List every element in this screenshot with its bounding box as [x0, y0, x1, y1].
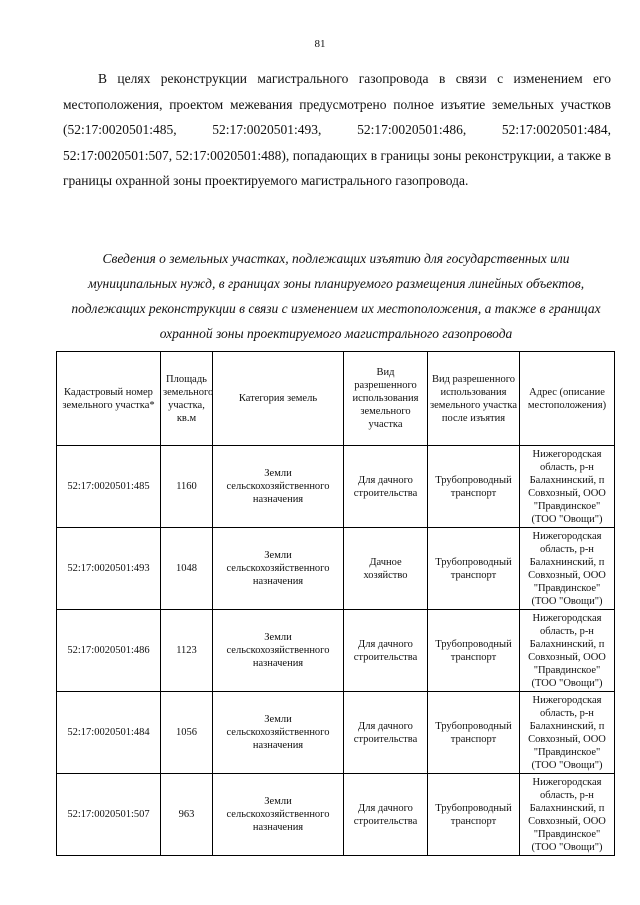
cell-land-category: Земли сельскохозяйственного назначения — [213, 446, 344, 528]
cell-land-category: Земли сельскохозяйственного назначения — [213, 610, 344, 692]
cell-permitted-use-after: Трубопроводный транспорт — [428, 610, 520, 692]
cell-permitted-use: Для дачного строительства — [344, 774, 428, 856]
cell-permitted-use: Дачное хозяйство — [344, 528, 428, 610]
header-permitted-use: Вид разрешенного использования земельного участка — [344, 352, 428, 446]
table-row — [57, 774, 615, 856]
cell-cadastral-number: 52:17:0020501:485 — [57, 446, 161, 528]
cell-address: Нижегородская область, р-н Балахнинский, п Совхозный, ООО "Правдинское" (ТОО "Овощи") — [520, 610, 615, 692]
cell-area: 1160 — [161, 446, 213, 528]
cell-area: 963 — [161, 774, 213, 856]
cell-address: Нижегородская область, р-н Балахнинский, п Совхозный, ООО "Правдинское" (ТОО "Овощи") — [520, 692, 615, 774]
cell-permitted-use: Для дачного строительства — [344, 610, 428, 692]
header-land-category: Категория земель — [213, 352, 344, 446]
cell-land-category: Земли сельскохозяйственного назначения — [213, 692, 344, 774]
cell-permitted-use-after: Трубопроводный транспорт — [428, 774, 520, 856]
table-row — [57, 528, 615, 610]
table-row — [57, 446, 615, 528]
cell-cadastral-number: 52:17:0020501:507 — [57, 774, 161, 856]
header-cadastral-number: Кадастровый номер земельного участка* — [57, 352, 161, 446]
cell-area: 1123 — [161, 610, 213, 692]
cell-cadastral-number: 52:17:0020501:484 — [57, 692, 161, 774]
header-address: Адрес (описание местоположения) — [520, 352, 615, 446]
cell-permitted-use-after: Трубопроводный транспорт — [428, 446, 520, 528]
cell-permitted-use: Для дачного строительства — [344, 446, 428, 528]
header-permitted-use-after: Вид разрешенного использования земельного участка после изъятия — [428, 352, 520, 446]
cell-permitted-use: Для дачного строительства — [344, 692, 428, 774]
cell-address: Нижегородская область, р-н Балахнинский, п Совхозный, ООО "Правдинское" (ТОО "Овощи") — [520, 528, 615, 610]
cell-area: 1056 — [161, 692, 213, 774]
cell-land-category: Земли сельскохозяйственного назначения — [213, 528, 344, 610]
cell-land-category: Земли сельскохозяйственного назначения — [213, 774, 344, 856]
table-header-row — [57, 352, 615, 446]
cell-address: Нижегородская область, р-н Балахнинский, п Совхозный, ООО "Правдинское" (ТОО "Овощи") — [520, 446, 615, 528]
cell-permitted-use-after: Трубопроводный транспорт — [428, 528, 520, 610]
cell-permitted-use-after: Трубопроводный транспорт — [428, 692, 520, 774]
cell-cadastral-number: 52:17:0020501:493 — [57, 528, 161, 610]
table-caption: Сведения о земельных участках, подлежащих изъятию для государственных или муниципальных нужд, в границах зоны планируемого размещения линейных объектов, подлежащих реконструкции в связи с изменением их местоположения, а также в границах охранной зоны проектируемого магистрального газопровода — [71, 251, 601, 341]
parcels-table — [56, 351, 615, 856]
header-area: Площадь земельного участка, кв.м — [161, 352, 213, 446]
table-row — [57, 610, 615, 692]
cell-area: 1048 — [161, 528, 213, 610]
table-row — [57, 692, 615, 774]
cell-cadastral-number: 52:17:0020501:486 — [57, 610, 161, 692]
page-number: 81 — [314, 38, 326, 50]
cell-address: Нижегородская область, р-н Балахнинский, п Совхозный, ООО "Правдинское" (ТОО "Овощи") — [520, 774, 615, 856]
intro-paragraph: В целях реконструкции магистрального газопровода в связи с изменением его местоположения, проектом межевания предусмотрено полное изъятие земельных участков (52:17:0020501:485, 52:17:0020501:493, 52:17:0020501:486, 52:17:0020501:484, 52:17:0020501:507, 52:17:0020501:488), попадающих в границы зоны реконструкции, а также в границы охранной зоны проектируемого магистрального газопровода. — [63, 71, 611, 188]
